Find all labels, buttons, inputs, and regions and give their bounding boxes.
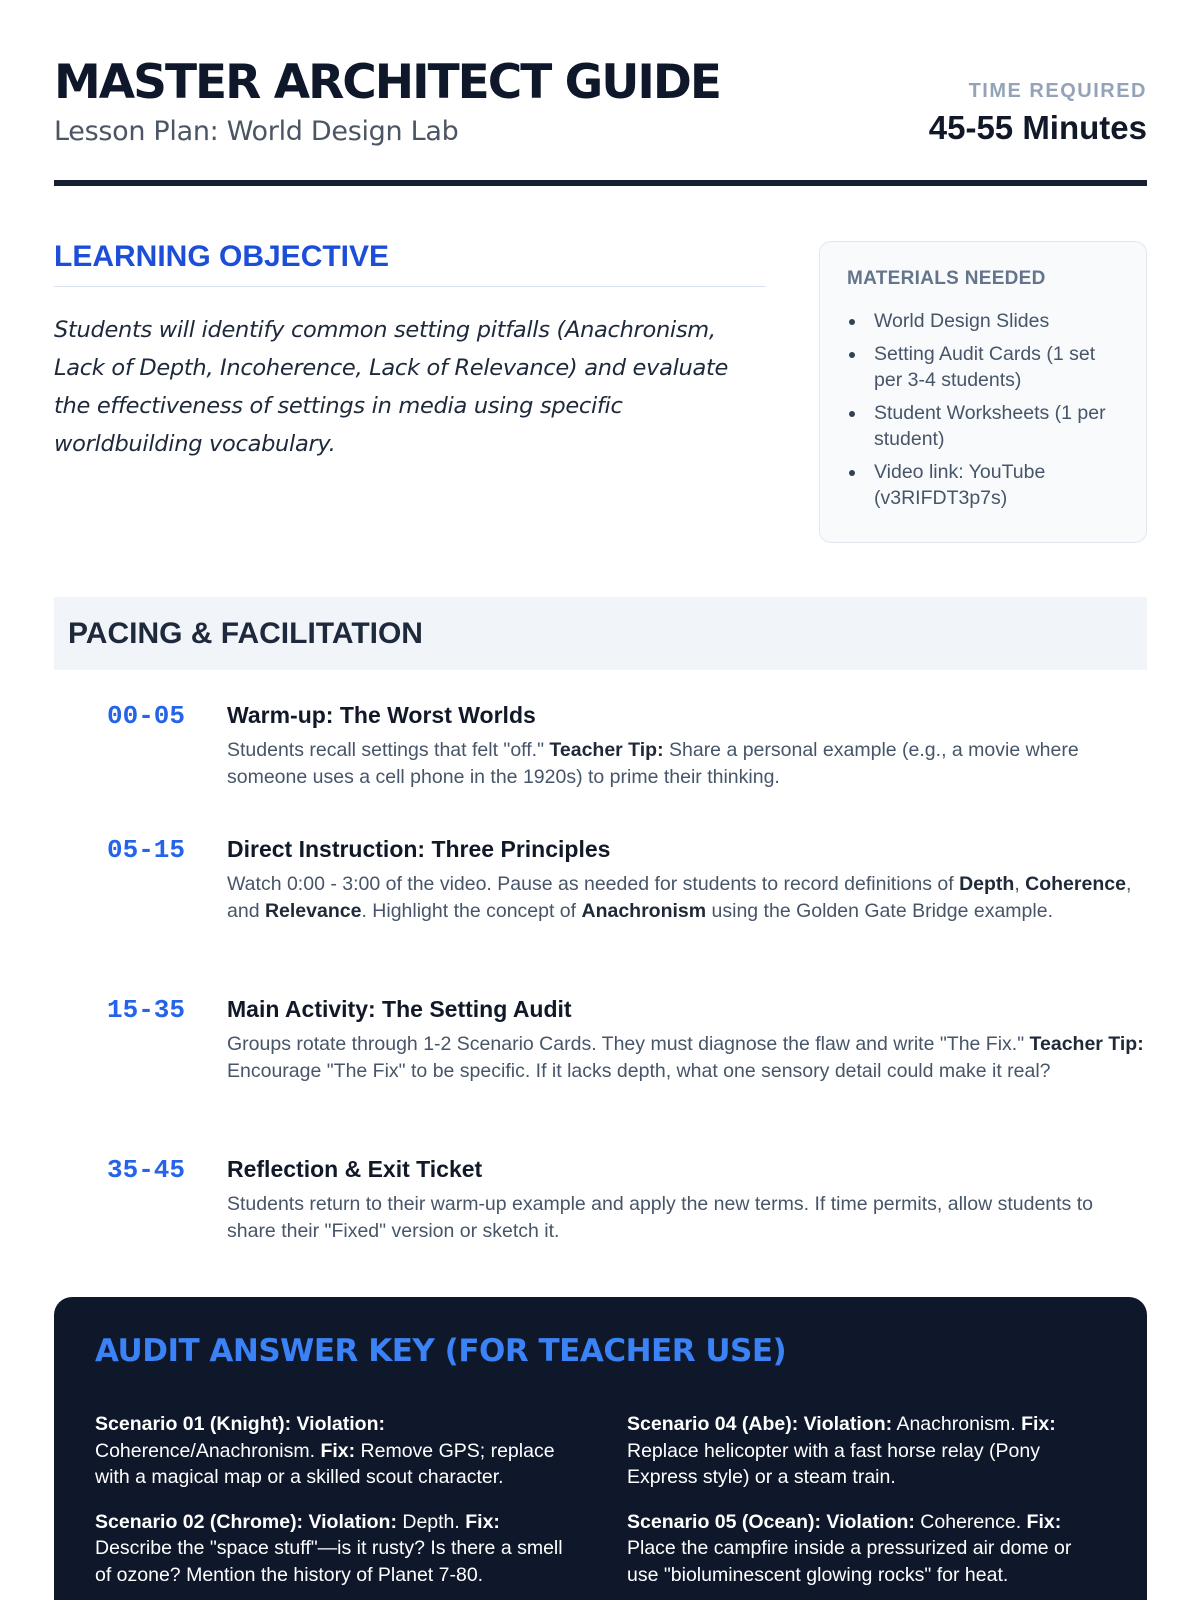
answer-key-item: Scenario 01 (Knight): Violation: Coherence/Anachronism. Fix: Remove GPS; replace with a magical map or a skilled scout character. (95, 1413, 555, 1489)
answer-key-column-left (95, 1411, 574, 1600)
learning-objective-section (54, 240, 766, 463)
step-title: Main Activity: The Setting Audit (227, 996, 572, 1022)
step-description: Watch 0:00 - 3:00 of the video. Pause as needed for students to record definitions of Depth, Coherence, and Relevance. Highlight the concept of Anachronism using the Golden Gate Bridge example. (227, 873, 1132, 922)
answer-key-column-right (627, 1411, 1106, 1600)
step-title: Warm-up: The Worst Worlds (227, 702, 536, 728)
answer-key-title: AUDIT ANSWER KEY (FOR TEACHER USE) (95, 1333, 787, 1369)
step-title: Direct Instruction: Three Principles (227, 836, 611, 862)
time-required-value: 45-55 Minutes (928, 109, 1147, 146)
time-required-label: TIME REQUIRED (968, 80, 1147, 102)
learning-objective-text: Students will identify common setting pitfalls (Anachronism, Lack of Depth, Incoherence, Lack of Relevance) and evaluate the effectiveness of settings in media using specific worldbuilding vocabulary. (54, 317, 729, 457)
pacing-title: PACING & FACILITATION (68, 616, 423, 650)
page-title: MASTER ARCHITECT GUIDE (54, 55, 721, 110)
pacing-section-header (54, 597, 1147, 670)
page-subtitle: Lesson Plan: World Design Lab (54, 116, 459, 147)
step-title: Reflection & Exit Ticket (227, 1156, 483, 1182)
materials-item: Video link: YouTube (v3RIFDT3p7s) (847, 459, 1120, 512)
step-description: Groups rotate through 1-2 Scenario Cards. They must diagnose the flaw and write "The Fix." Teacher Tip: Encourage "The Fix" to be specific. If it lacks depth, what one sensory detail could make it real? (227, 1033, 1144, 1082)
step-description: Students return to their warm-up example and apply the new terms. If time permits, allow students to share their "Fixed" version or sketch it. (227, 1193, 1093, 1242)
answer-key-panel (54, 1297, 1147, 1600)
materials-card (819, 241, 1147, 543)
step-time: 15-35 (107, 995, 186, 1025)
materials-item: Student Worksheets (1 per student) (847, 400, 1120, 453)
page-header (54, 56, 1147, 186)
learning-objective-title: LEARNING OBJECTIVE (54, 240, 766, 287)
materials-list (847, 308, 1120, 512)
materials-title: MATERIALS NEEDED (847, 268, 1046, 289)
answer-key-columns (95, 1411, 1106, 1600)
step-time: 35-45 (107, 1155, 186, 1185)
materials-item: Setting Audit Cards (1 set per 3-4 students) (847, 341, 1120, 394)
step-time: 05-15 (107, 835, 186, 865)
answer-key-item: Scenario 02 (Chrome): Violation: Depth. Fix: Describe the "space stuff"—is it rusty? Is there a smell of ozone? Mention the history of Planet 7-80. (95, 1510, 563, 1586)
step-time: 00-05 (107, 701, 186, 731)
time-required (929, 80, 1147, 147)
step-description: Students recall settings that felt "off." Teacher Tip: Share a personal example (e.g., a movie where someone uses a cell phone in the 1920s) to prime their thinking. (227, 739, 1079, 788)
materials-item: World Design Slides (847, 308, 1120, 335)
answer-key-item: Scenario 05 (Ocean): Violation: Coherence. Fix: Place the campfire inside a pressurized air dome or use "bioluminescent glowing rocks" for heat. (627, 1510, 1072, 1586)
answer-key-item: Scenario 04 (Abe): Violation: Anachronism. Fix: Replace helicopter with a fast horse relay (Pony Express style) or a steam train. (627, 1413, 1056, 1489)
